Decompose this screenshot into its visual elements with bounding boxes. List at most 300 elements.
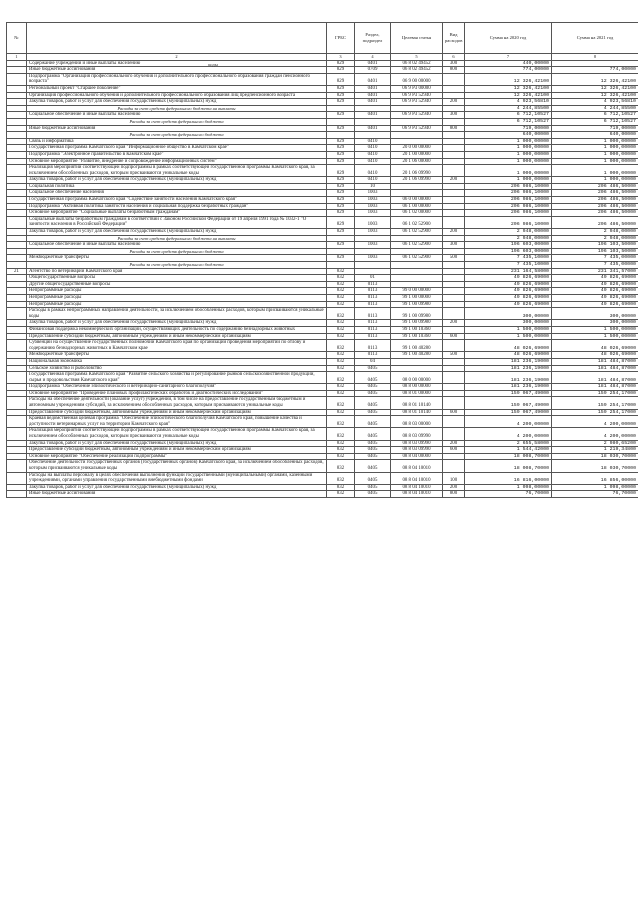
row-grbs: 832 <box>327 453 355 460</box>
row-section: 0405 <box>355 397 391 409</box>
row-name: Закупка товаров, работ и услуг для обеспечения государственных (муниципальных) нужд <box>27 177 327 184</box>
row-vr <box>443 92 465 99</box>
row-vr <box>443 165 465 177</box>
row-grbs <box>327 132 355 139</box>
row-name: Основное мероприятие "Социальные выплаты безработным гражданам" <box>27 210 327 217</box>
table-row <box>7 447 639 454</box>
row-section: 0410 <box>355 151 391 158</box>
row-amount-2020: 1 000,00000 <box>465 138 552 145</box>
table-row <box>7 333 639 340</box>
row-grbs: 829 <box>327 158 355 165</box>
table-row <box>7 177 639 184</box>
row-amount-2021: 206 486,50000 <box>552 216 639 228</box>
row-vr <box>443 340 465 352</box>
row-vr <box>443 281 465 288</box>
row-section: 0410 <box>355 158 391 165</box>
row-vr <box>443 262 465 269</box>
table-row <box>7 308 639 320</box>
index-cell: 4 <box>355 54 391 61</box>
row-vr <box>443 428 465 440</box>
row-num <box>7 460 27 472</box>
table-row <box>7 460 639 472</box>
table-row <box>7 99 639 106</box>
table-row <box>7 85 639 92</box>
row-num <box>7 416 27 428</box>
row-grbs: 832 <box>327 372 355 384</box>
row-amount-2020: 49 826,69000 <box>465 281 552 288</box>
row-name: Закупка товаров, работ и услуг для обеспечения государственных (муниципальных) нужд <box>27 99 327 106</box>
row-amount-2020: 7 435,10000 <box>465 262 552 269</box>
row-section: 0113 <box>355 281 391 288</box>
row-grbs: 829 <box>327 85 355 92</box>
table-row <box>7 484 639 491</box>
row-amount-2021: 49 826,69000 <box>552 294 639 301</box>
row-section: 0113 <box>355 320 391 327</box>
row-vr <box>443 384 465 391</box>
row-vr <box>443 203 465 210</box>
row-num <box>7 440 27 447</box>
row-grbs: 829 <box>327 112 355 119</box>
row-grbs: 829 <box>327 165 355 177</box>
table-row <box>7 138 639 145</box>
row-target: 08 8 01 10140 <box>391 397 443 409</box>
table-row <box>7 229 639 236</box>
row-vr <box>443 118 465 125</box>
row-name: Закупка товаров, работ и услуг для обеспечения государственных (муниципальных) нужд <box>27 229 327 236</box>
row-amount-2021: 6 712,10527 <box>552 112 639 119</box>
row-amount-2020: 49 826,69000 <box>465 275 552 282</box>
row-num <box>7 216 27 228</box>
row-amount-2021: 2 980,65200 <box>552 440 639 447</box>
row-vr: 200 <box>443 177 465 184</box>
row-amount-2020: 49 826,69000 <box>465 288 552 295</box>
row-num <box>7 67 27 74</box>
row-target: 06 1 02 52900 <box>391 216 443 228</box>
row-vr <box>443 151 465 158</box>
row-amount-2020: 440,00000 <box>465 60 552 67</box>
row-amount-2020: 159 067,49000 <box>465 397 552 409</box>
row-target: 08 8 04 10010 <box>391 460 443 472</box>
row-section: 1003 <box>355 229 391 236</box>
table-row <box>7 92 639 99</box>
row-amount-2020: 159 067,49000 <box>465 409 552 416</box>
row-amount-2020: 12 326,42100 <box>465 92 552 99</box>
row-section: 10 <box>355 183 391 190</box>
row-name: Субвенции на осуществление государственных полномочий Камчатского края по организации проведения мероприятий по отлову и содержанию безнадзорных животных в Камчатском крае <box>27 340 327 352</box>
row-num <box>7 151 27 158</box>
row-vr <box>443 235 465 242</box>
row-section: 01 <box>355 275 391 282</box>
row-section: 0113 <box>355 333 391 340</box>
row-name: Агентство по ветеринарии Камчатского края <box>27 268 327 275</box>
row-num <box>7 340 27 352</box>
row-amount-2020: 206 986,10000 <box>465 190 552 197</box>
row-amount-2020: 16 816,00000 <box>465 472 552 484</box>
row-vr <box>443 294 465 301</box>
table-row <box>7 365 639 372</box>
table-subrow <box>7 132 639 139</box>
row-name: Расходы за счет средств федерального бюджета <box>27 248 327 255</box>
row-vr: 500 <box>443 352 465 359</box>
row-amount-2021: 12 326,42100 <box>552 85 639 92</box>
row-vr: 800 <box>443 67 465 74</box>
index-cell: 6 <box>443 54 465 61</box>
row-name: Социальная политика <box>27 183 327 190</box>
row-grbs: 829 <box>327 255 355 262</box>
row-vr: 200 <box>443 440 465 447</box>
row-vr <box>443 390 465 397</box>
row-num <box>7 320 27 327</box>
row-grbs: 832 <box>327 428 355 440</box>
index-cell: 7 <box>465 54 552 61</box>
row-num <box>7 242 27 249</box>
row-vr: 800 <box>443 125 465 132</box>
row-grbs: 829 <box>327 99 355 106</box>
row-num <box>7 248 27 255</box>
row-section: 0113 <box>355 340 391 352</box>
row-name: Расходы за счет средств федерального бюджета <box>27 132 327 139</box>
table-subrow <box>7 105 639 112</box>
row-grbs: 832 <box>327 288 355 295</box>
row-amount-2020: 1 000,00000 <box>465 158 552 165</box>
row-target: 08 8 03 00000 <box>391 416 443 428</box>
row-section: 04 <box>355 358 391 365</box>
row-amount-2020: 6 712,10527 <box>465 118 552 125</box>
row-amount-2020: 6 712,10527 <box>465 112 552 119</box>
row-section <box>355 132 391 139</box>
row-section: 0113 <box>355 308 391 320</box>
row-section: 0113 <box>355 326 391 333</box>
table-row <box>7 472 639 484</box>
table-row <box>7 358 639 365</box>
row-num <box>7 447 27 454</box>
row-grbs: 832 <box>327 447 355 454</box>
row-grbs: 832 <box>327 416 355 428</box>
row-amount-2021: 49 826,69000 <box>552 288 639 295</box>
row-amount-2020: 1 000,00000 <box>465 177 552 184</box>
row-grbs: 829 <box>327 190 355 197</box>
table-body <box>7 60 639 497</box>
row-target: 99 1 00 10360 <box>391 333 443 340</box>
table-row <box>7 151 639 158</box>
row-target: 06 8 02 49452 <box>391 60 443 67</box>
row-name: Расходы в рамках непрограммных направлений деятельности, за исключением обособленных расходов, которым присваиваются уникальные коды <box>27 308 327 320</box>
table-row <box>7 158 639 165</box>
row-grbs: 829 <box>327 145 355 152</box>
row-vr: 600 <box>443 409 465 416</box>
row-amount-2021: 196 103,50000 <box>552 242 639 249</box>
codes-group-label: коды <box>208 62 218 67</box>
row-grbs: 832 <box>327 409 355 416</box>
row-grbs: 829 <box>327 183 355 190</box>
row-name: Подпрограмма "Активная политика занятости населения и социальная поддержка безработных граждан" <box>27 203 327 210</box>
row-grbs <box>327 118 355 125</box>
row-amount-2021: 640,00000 <box>552 132 639 139</box>
row-target: 08 8 01 00000 <box>391 390 443 397</box>
row-amount-2020: 159 067,49000 <box>465 390 552 397</box>
row-grbs: 829 <box>327 197 355 204</box>
row-name: Иные бюджетные ассигнования <box>27 67 327 74</box>
header-amount-2021: Сумма на 2021 год <box>552 23 639 54</box>
table-row <box>7 242 639 249</box>
row-name: Основное мероприятие "Обеспечение реализации подпрограммы" <box>27 453 327 460</box>
row-target <box>391 132 443 139</box>
table-row <box>7 340 639 352</box>
row-amount-2021: 6 712,10527 <box>552 118 639 125</box>
row-section: 0405 <box>355 460 391 472</box>
row-vr: 200 <box>443 484 465 491</box>
row-amount-2021: 774,00000 <box>552 67 639 74</box>
table-row <box>7 428 639 440</box>
row-name: Расходы за счет средств федерального бюджета <box>27 118 327 125</box>
row-name: Социальное обеспечение населения <box>27 190 327 197</box>
row-amount-2020: 2 655,58000 <box>465 440 552 447</box>
row-section: 1003 <box>355 197 391 204</box>
row-name: Закупка товаров, работ и услуг для обеспечения государственных (муниципальных) нужд <box>27 484 327 491</box>
row-name: Предоставление субсидий бюджетным, автономным учреждениям и иным некоммерческим организациям <box>27 409 327 416</box>
table-row <box>7 197 639 204</box>
row-name: Основное мероприятие "Проведение плановых профилактических обработок и диагностических исследований" <box>27 390 327 397</box>
row-num <box>7 409 27 416</box>
row-amount-2020: 49 826,69000 <box>465 294 552 301</box>
table-row <box>7 288 639 295</box>
row-name: Подпрограмма "Обеспечение эпизоотического и ветеринарно-санитарного благополучия" <box>27 384 327 391</box>
table-row <box>7 165 639 177</box>
row-num <box>7 99 27 106</box>
row-target <box>391 365 443 372</box>
table-row <box>7 183 639 190</box>
row-section: 0405 <box>355 372 391 384</box>
row-target: 99 1 00 09980 <box>391 301 443 308</box>
row-amount-2020: 640,00000 <box>465 132 552 139</box>
row-vr <box>443 183 465 190</box>
row-grbs: 829 <box>327 210 355 217</box>
row-vr <box>443 216 465 228</box>
row-grbs: 832 <box>327 294 355 301</box>
row-grbs: 829 <box>327 151 355 158</box>
row-amount-2020: 206 986,10000 <box>465 203 552 210</box>
row-name: Содержание учреждений и иные выплаты населению <box>27 60 327 67</box>
row-num <box>7 308 27 320</box>
row-name: Расходы за счет средств федерального бюджета <box>27 262 327 269</box>
row-section: 0113 <box>355 301 391 308</box>
row-vr: 200 <box>443 99 465 106</box>
row-amount-2021: 18 030,70000 <box>552 453 639 460</box>
row-section: 0113 <box>355 294 391 301</box>
row-name: Предоставление субсидий бюджетным, автономным учреждениям и иным некоммерческим организациям <box>27 447 327 454</box>
row-amount-2020: 7 435,10000 <box>465 255 552 262</box>
row-grbs: 832 <box>327 320 355 327</box>
row-name: Непрограммные расходы <box>27 288 327 295</box>
row-amount-2021: 300,00000 <box>552 320 639 327</box>
row-section: 0410 <box>355 165 391 177</box>
table-row <box>7 390 639 397</box>
row-amount-2020: 18 008,70000 <box>465 453 552 460</box>
table-row <box>7 397 639 409</box>
row-amount-2021: 12 326,42100 <box>552 73 639 85</box>
row-amount-2021: 159 254,17000 <box>552 390 639 397</box>
table-row <box>7 268 639 275</box>
row-amount-2020: 4 923,56810 <box>465 99 552 106</box>
row-amount-2021: 4 923,56810 <box>552 99 639 106</box>
row-grbs <box>327 262 355 269</box>
row-grbs: 832 <box>327 384 355 391</box>
row-name: Расходы на выплаты персоналу в целях обеспечения выполнения функций государственными (муниципальными) органами, казенными учреждениями, органами управления государственными внебюджетными фондами <box>27 472 327 484</box>
row-vr <box>443 358 465 365</box>
header-vr: Вид расходов <box>443 23 465 54</box>
row-grbs: 829 <box>327 92 355 99</box>
row-amount-2020: 49 826,69000 <box>465 301 552 308</box>
table-row <box>7 320 639 327</box>
row-target <box>391 268 443 275</box>
row-name: Государственная программа Камчатского края "Содействие занятости населения Камчатского края" <box>27 197 327 204</box>
table-row <box>7 125 639 132</box>
row-section: 0401 <box>355 85 391 92</box>
row-amount-2021: 1 098,00000 <box>552 484 639 491</box>
table-row <box>7 216 639 228</box>
row-name: Организация профессионального обучения и дополнительного профессионального образования лиц предпенсионного возраста <box>27 92 327 99</box>
row-amount-2021: 49 826,69000 <box>552 281 639 288</box>
row-amount-2021: 300,00000 <box>552 308 639 320</box>
table-row <box>7 210 639 217</box>
row-amount-2021: 1 219,34800 <box>552 447 639 454</box>
codes-group-header <box>84 62 638 84</box>
row-section: 0405 <box>355 428 391 440</box>
row-name: Расходы на обеспечение деятельности (оказание услуг) учреждений, в том числе на предоставление государственным бюджетным и автономным учреждениям субсидий, за исключением обособленных расходов, которым присваиваются уникальные коды <box>27 397 327 409</box>
row-amount-2020: 1 544,42000 <box>465 447 552 454</box>
table-row <box>7 145 639 152</box>
row-vr <box>443 460 465 472</box>
row-target: 06 9 P3 52940 <box>391 92 443 99</box>
row-vr <box>443 85 465 92</box>
row-num <box>7 262 27 269</box>
row-vr <box>443 453 465 460</box>
row-amount-2020: 206 986,10000 <box>465 197 552 204</box>
row-amount-2021: 159 254,17000 <box>552 397 639 409</box>
row-target: 06 1 02 00000 <box>391 210 443 217</box>
row-grbs: 829 <box>327 73 355 85</box>
row-vr <box>443 190 465 197</box>
row-grbs: 832 <box>327 326 355 333</box>
row-amount-2021: 4 244,85500 <box>552 105 639 112</box>
row-name: Закупка товаров, работ и услуг для обеспечения государственных (муниципальных) нужд <box>27 440 327 447</box>
row-num <box>7 210 27 217</box>
row-section: 0401 <box>355 112 391 119</box>
row-vr: 300 <box>443 112 465 119</box>
row-target: 06 1 02 52900 <box>391 242 443 249</box>
row-amount-2021: 18 030,70000 <box>552 460 639 472</box>
row-grbs: 829 <box>327 67 355 74</box>
row-vr <box>443 308 465 320</box>
row-num <box>7 288 27 295</box>
row-section: 1003 <box>355 242 391 249</box>
row-num <box>7 491 27 498</box>
row-target: 20 0 00 00000 <box>391 145 443 152</box>
row-target <box>391 358 443 365</box>
row-section: 0405 <box>355 491 391 498</box>
row-num <box>7 281 27 288</box>
row-section <box>355 262 391 269</box>
row-target: 08 8 00 00000 <box>391 384 443 391</box>
row-target: 06 8 02 49452 <box>391 67 443 74</box>
table-row <box>7 440 639 447</box>
row-vr: 500 <box>443 255 465 262</box>
row-grbs: 829 <box>327 138 355 145</box>
row-vr <box>443 288 465 295</box>
row-num <box>7 138 27 145</box>
table-subrow <box>7 235 639 242</box>
row-vr <box>443 210 465 217</box>
row-target: 99 1 00 40280 <box>391 340 443 352</box>
row-name: Социальные выплаты безработным гражданам в соответствии с Законом Российской Федерации от 19 апреля 1991 года № 1032-1 "О занятости населения в Российской Федерации" <box>27 216 327 228</box>
row-section: 0405 <box>355 453 391 460</box>
row-num <box>7 255 27 262</box>
row-name: Социальное обеспечение и иные выплаты населению <box>27 112 327 119</box>
row-num <box>7 229 27 236</box>
row-target: 99 1 00 40280 <box>391 352 443 359</box>
row-section: 0405 <box>355 416 391 428</box>
row-num <box>7 203 27 210</box>
row-num <box>7 60 27 67</box>
index-cell: 3 <box>327 54 355 61</box>
row-vr <box>443 197 465 204</box>
table-row <box>7 275 639 282</box>
row-num <box>7 112 27 119</box>
table-row <box>7 409 639 416</box>
row-num <box>7 197 27 204</box>
row-name: Межбюджетные трансферты <box>27 352 327 359</box>
row-target: 06 9 P3 52940 <box>391 99 443 106</box>
row-name: Расходы за счет средств федерального бюджета на выплаты <box>27 105 327 112</box>
row-target: 08 8 04 00000 <box>391 453 443 460</box>
row-name: Межбюджетные трансферты <box>27 255 327 262</box>
table-row <box>7 112 639 119</box>
row-amount-2021: 206 486,50000 <box>552 190 639 197</box>
row-section: 1003 <box>355 255 391 262</box>
row-num <box>7 85 27 92</box>
row-name: Государственная программа Камчатского края "Развитие сельского хозяйства и регулирование рынков сельскохозяйственной продукции, сырья и продовольствия Камчатского края" <box>27 372 327 384</box>
row-vr <box>443 138 465 145</box>
row-amount-2021: 1 000,00000 <box>552 151 639 158</box>
row-amount-2020: 48 026,69000 <box>465 340 552 352</box>
table-row <box>7 352 639 359</box>
row-num <box>7 190 27 197</box>
row-name: Связь и информатика <box>27 138 327 145</box>
row-vr <box>443 248 465 255</box>
row-section: 0709 <box>355 67 391 74</box>
row-amount-2021: 1 000,00000 <box>552 158 639 165</box>
column-index-row <box>7 54 639 61</box>
row-num <box>7 294 27 301</box>
row-amount-2021: 181 484,87000 <box>552 372 639 384</box>
row-section <box>355 268 391 275</box>
row-num <box>7 165 27 177</box>
row-num <box>7 73 27 85</box>
row-grbs: 832 <box>327 472 355 484</box>
row-num <box>7 333 27 340</box>
row-amount-2020: 1 000,00000 <box>465 151 552 158</box>
row-grbs: 832 <box>327 358 355 365</box>
row-section: 1003 <box>355 203 391 210</box>
row-target: 06 1 02 52900 <box>391 255 443 262</box>
row-grbs: 829 <box>327 229 355 236</box>
row-amount-2021: 7 435,00000 <box>552 262 639 269</box>
row-target <box>391 190 443 197</box>
row-section <box>355 105 391 112</box>
row-num <box>7 301 27 308</box>
index-cell: 5 <box>391 54 443 61</box>
row-section: 0405 <box>355 484 391 491</box>
